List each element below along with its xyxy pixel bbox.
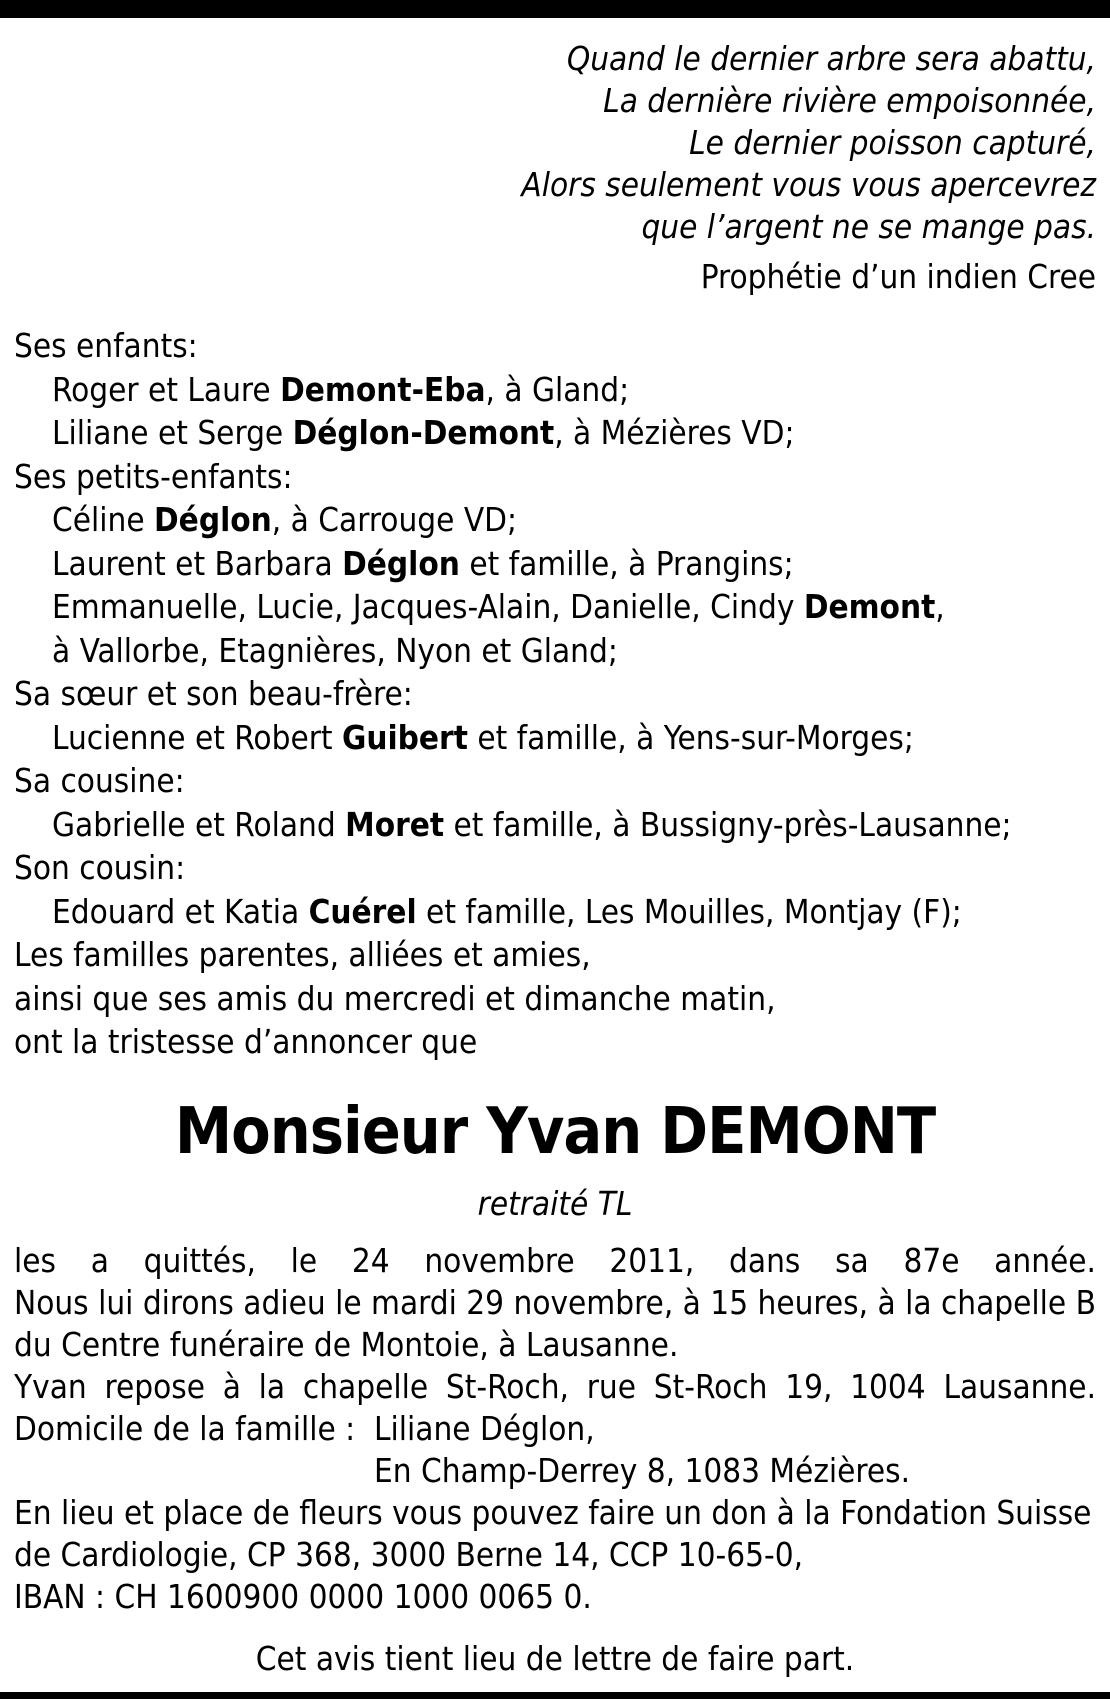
family-member: [14, 890, 1096, 934]
poem-line: que l’argent ne se mange pas.: [641, 207, 1096, 246]
member-given-names: Edouard et Katia: [52, 891, 309, 931]
family-member: [14, 803, 1096, 847]
member-location-continued: à Vallorbe, Etagnières, Nyon et Gland;: [52, 630, 618, 670]
family-member: [14, 585, 1096, 629]
member-location: , à Mézières VD;: [554, 413, 795, 452]
grandchildren-heading: Ses petits-enfants:: [14, 456, 293, 496]
member-given-names: Laurent et Barbara: [52, 543, 343, 583]
member-location: et famille, à Bussigny-près-Lausanne;: [444, 804, 1012, 844]
member-given-names: Emmanuelle, Lucie, Jacques-Alain, Danielle, Cindy: [52, 587, 804, 626]
member-location: et famille, Les Mouilles, Montjay (F);: [416, 891, 962, 931]
details-line: du Centre funéraire de Montoie, à Lausanne.: [14, 1325, 679, 1364]
family-member: [14, 542, 1096, 586]
family-member: [14, 368, 1096, 412]
details-line: Nous lui dirons adieu le mardi 29 novembre, à 15 heures, à la chapelle B: [14, 1283, 1096, 1322]
closing-note: Cet avis tient lieu de lettre de faire part.: [255, 1639, 855, 1678]
deceased-name: Monsieur Yvan DEMONT: [174, 1095, 936, 1169]
member-location: et famille, à Prangins;: [459, 543, 794, 583]
member-surname: Cuérel: [308, 891, 417, 931]
cousin-heading: Son cousin:: [14, 848, 186, 887]
member-surname: Moret: [345, 804, 445, 844]
details-line: Yvan repose à la chapelle St-Roch, rue St-Roch 19, 1004 Lausanne.: [14, 1367, 1096, 1406]
member-surname: Déglon: [154, 500, 272, 539]
member-surname: Demont: [803, 587, 936, 626]
member-surname: Déglon-Demont: [292, 413, 555, 452]
member-location: , à Carrouge VD;: [271, 500, 517, 539]
family-list: [14, 324, 1096, 1064]
member-given-names: Lucienne et Robert: [52, 717, 342, 757]
family-member: [14, 498, 1096, 542]
sister-heading: Sa sœur et son beau-frère:: [14, 674, 413, 713]
member-location: et famille, à Yens-sur-Morges;: [467, 717, 914, 757]
member-location: ,: [935, 587, 945, 626]
domicile-name: Liliane Déglon,: [374, 1409, 595, 1448]
details-line: les a quittés, le 24 novembre 2011, dans sa 87e année.: [14, 1241, 1096, 1280]
top-rule: [0, 0, 1110, 18]
family-member: [14, 716, 1096, 760]
closing-families: Les familles parentes, alliées et amies,: [14, 935, 591, 974]
details-line: de Cardiologie, CP 368, 3000 Berne 14, CCP 10-65-0,: [14, 1535, 804, 1574]
member-location: , à Gland;: [485, 369, 630, 409]
poem-attribution: Prophétie d’un indien Cree: [700, 257, 1096, 296]
member-given-names: Céline: [52, 500, 155, 539]
poem-line: Quand le dernier arbre sera abattu,: [566, 39, 1096, 78]
deceased-subtitle: retraité TL: [477, 1184, 633, 1223]
domicile-label: Domicile de la famille :: [14, 1409, 356, 1448]
funeral-details: [14, 1240, 1096, 1618]
cousine-heading: Sa cousine:: [14, 761, 185, 800]
epigraph-poem: [196, 38, 1096, 248]
poem-line: Le dernier poisson capturé,: [689, 123, 1096, 162]
details-line: En lieu et place de fleurs vous pouvez faire un don à la Fondation Suisse: [14, 1493, 1092, 1532]
domicile-line: [14, 1408, 1096, 1450]
poem-line: Alors seulement vous vous apercevrez: [521, 165, 1096, 204]
bottom-rule: [0, 1692, 1110, 1699]
member-given-names: Liliane et Serge: [52, 413, 293, 452]
poem-line: La dernière rivière empoisonnée,: [603, 81, 1096, 120]
details-line: IBAN : CH 1600900 0000 1000 0065 0.: [14, 1577, 592, 1616]
member-surname: Guibert: [341, 717, 468, 757]
closing-announce: ont la tristesse d’annoncer que: [14, 1022, 478, 1061]
closing-friends: ainsi que ses amis du mercredi et dimanche matin,: [14, 978, 776, 1018]
family-member: [14, 411, 1096, 455]
member-given-names: Gabrielle et Roland: [52, 804, 346, 844]
children-heading: Ses enfants:: [14, 326, 198, 365]
member-given-names: Roger et Laure: [52, 369, 281, 409]
member-surname: Demont-Eba: [280, 369, 486, 409]
member-surname: Déglon: [342, 543, 460, 583]
domicile-address: En Champ-Derrey 8, 1083 Mézières.: [374, 1451, 911, 1490]
